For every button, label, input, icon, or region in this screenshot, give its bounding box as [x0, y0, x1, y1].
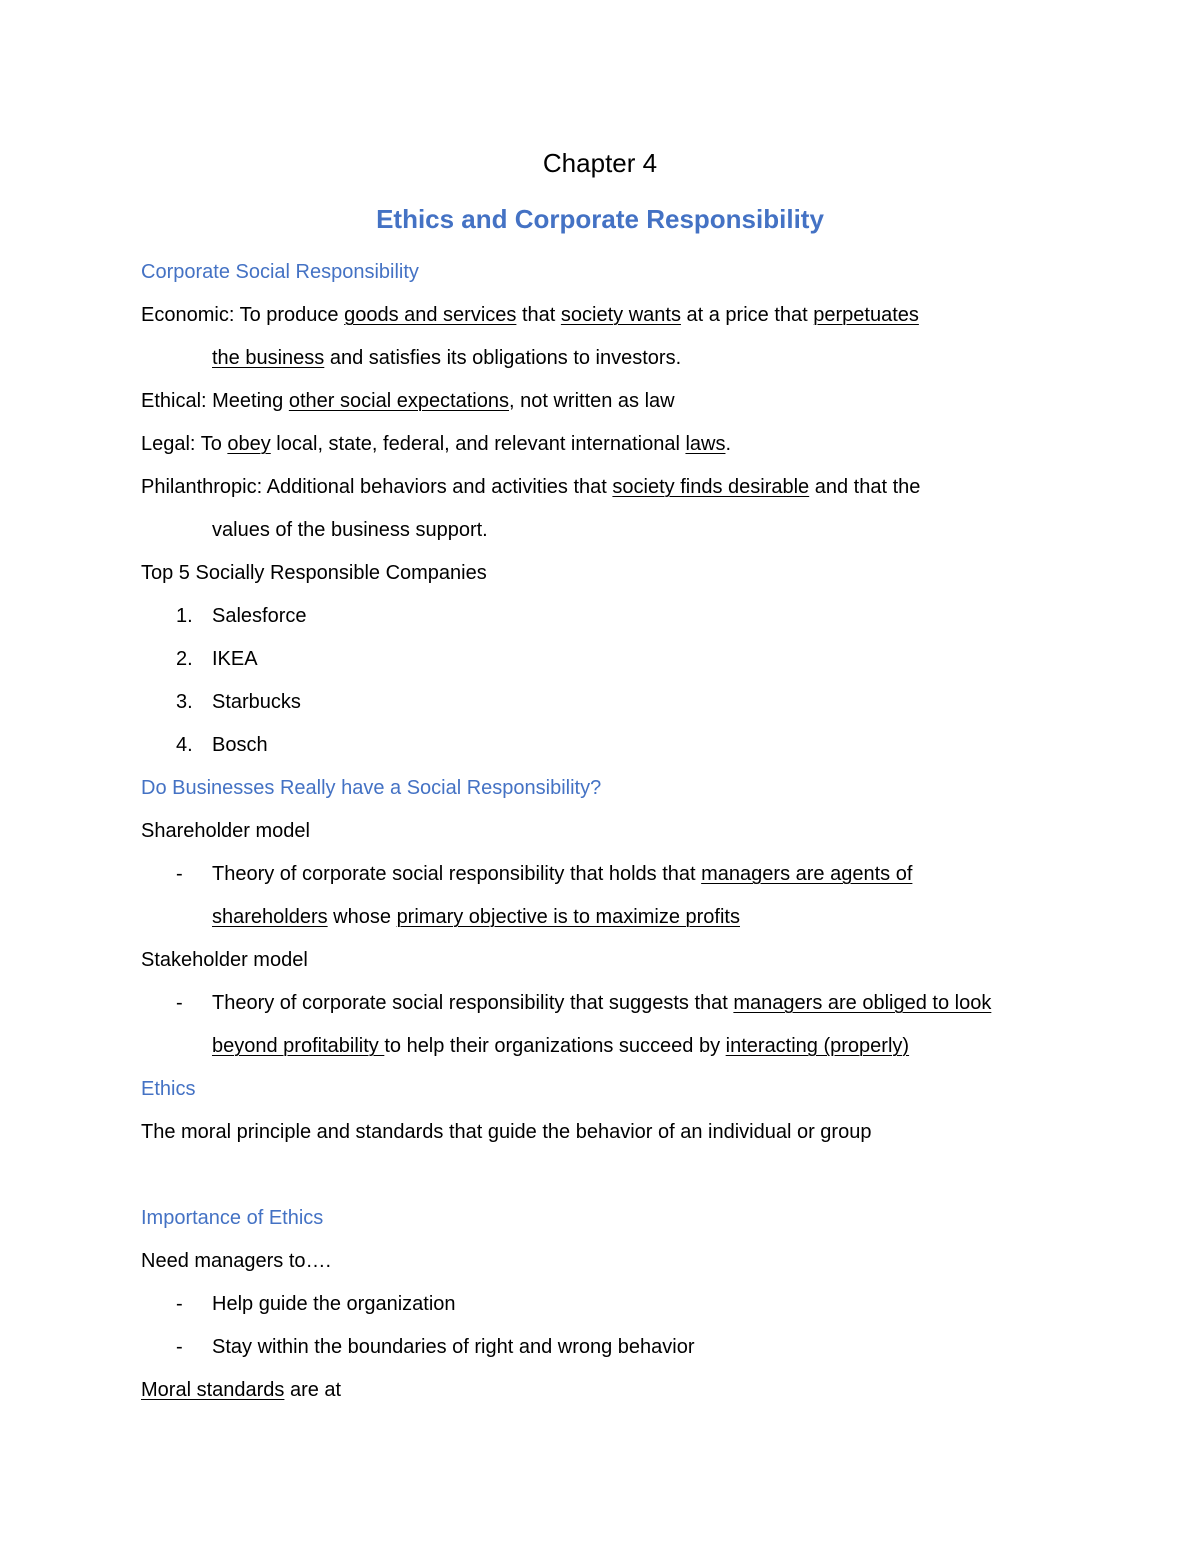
importance-item: Stay within the boundaries of right and wrong behavior [212, 1336, 695, 1358]
underlined-term: goods and services [344, 304, 517, 326]
underlined-term: perpetuates [813, 304, 919, 326]
stakeholder-definition [212, 989, 1140, 1017]
text-run: are at [284, 1379, 342, 1401]
underlined-term: managers are obliged to look [733, 992, 992, 1014]
list-number: 4. [176, 734, 193, 756]
top5-label: Top 5 Socially Responsible Companies [141, 562, 487, 584]
importance-item: Help guide the organization [212, 1293, 456, 1315]
underlined-term: obey [227, 433, 271, 455]
stakeholder-definition-cont [212, 1032, 1140, 1060]
underlined-term: primary objective is to maximize profits [396, 906, 740, 928]
importance-intro: Need managers to…. [141, 1250, 332, 1272]
bullet-dash: - [176, 863, 183, 885]
text-run: and satisfies its obligations to investors. [324, 347, 682, 369]
underlined-term: managers are agents of [701, 863, 913, 885]
text-run: Theory of corporate social responsibility that holds that [212, 863, 702, 885]
stakeholder-label: Stakeholder model [141, 949, 308, 971]
text-run: Legal: To [141, 433, 228, 455]
paragraph-philanthropic-cont: values of the business support. [212, 519, 488, 541]
company-name: IKEA [212, 648, 258, 670]
paragraph-philanthropic [141, 473, 1140, 501]
shareholder-label: Shareholder model [141, 820, 310, 842]
underlined-term: beyond profitability [212, 1035, 385, 1057]
text-run: Ethical: Meeting [141, 390, 289, 412]
paragraph-economic-cont [212, 344, 1140, 372]
text-run: that [516, 304, 561, 326]
ethics-definition: The moral principle and standards that guide the behavior of an individual or group [141, 1121, 872, 1143]
shareholder-definition-cont [212, 903, 1140, 931]
underlined-term: society wants [560, 304, 681, 326]
list-number: 2. [176, 648, 193, 670]
paragraph-economic [141, 301, 1140, 329]
company-name: Salesforce [212, 605, 307, 627]
section-heading-importance: Importance of Ethics [141, 1207, 324, 1229]
text-run: Theory of corporate social responsibility that suggests that [212, 992, 734, 1014]
underlined-term: other social expectations [288, 390, 509, 412]
text-run: at a price that [680, 304, 814, 326]
section-heading-csr: Corporate Social Responsibility [141, 261, 419, 283]
paragraph-ethical [141, 387, 1140, 415]
underlined-term: the business [212, 347, 325, 369]
shareholder-definition [212, 860, 1140, 888]
company-name: Bosch [212, 734, 268, 756]
underlined-term: shareholders [212, 906, 328, 928]
underlined-term: Moral standards [141, 1379, 285, 1401]
page-title: Chapter 4 [542, 148, 658, 178]
section-heading-social: Do Businesses Really have a Social Responsibility? [141, 777, 602, 799]
bullet-dash: - [176, 1293, 183, 1315]
list-number: 1. [176, 605, 193, 627]
text-run: , not written as law [509, 390, 675, 412]
underlined-term: society finds desirable [612, 476, 810, 498]
list-number: 3. [176, 691, 193, 713]
page-subtitle: Ethics and Corporate Responsibility [376, 204, 824, 234]
bullet-dash: - [176, 1336, 183, 1358]
text-run: and that the [809, 476, 921, 498]
company-name: Starbucks [212, 691, 301, 713]
section-heading-ethics: Ethics [141, 1078, 196, 1100]
underlined-term: interacting (properly) [725, 1035, 910, 1057]
text-run: local, state, federal, and relevant international [270, 433, 686, 455]
paragraph-legal [141, 430, 1140, 458]
text-run: Economic: To produce [141, 304, 345, 326]
bullet-dash: - [176, 992, 183, 1014]
moral-standards-line [141, 1376, 1140, 1404]
text-run: Philanthropic: Additional behaviors and activities that [141, 476, 613, 498]
underlined-term: laws [685, 433, 726, 455]
text-run: . [725, 433, 732, 455]
text-run: to help their organizations succeed by [384, 1035, 726, 1057]
text-run: whose [327, 906, 397, 928]
